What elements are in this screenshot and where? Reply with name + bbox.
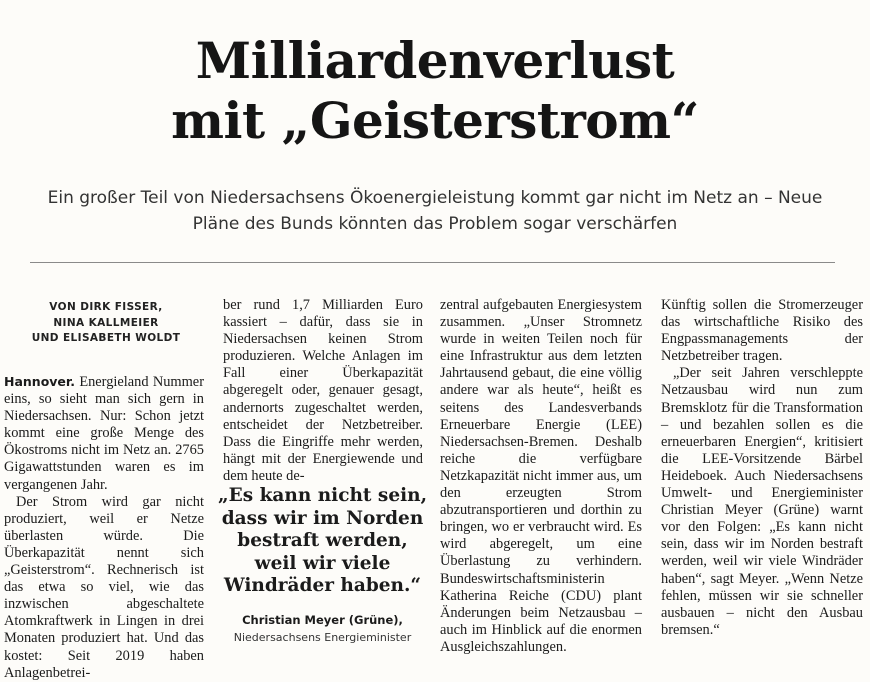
pull-quote: „Es kann nicht sein, dass wir im Norden bestraft werden, weil wir viele Windräder haben.“ <box>217 485 428 596</box>
article-paragraph <box>4 373 204 494</box>
byline-author-2: NINA KALLMEIER <box>53 316 159 329</box>
article-paragraph: Künftig sollen die Stromerzeuger das wirtschaftliche Risiko des Engpassmanagements der Netzbetreiber tragen. <box>661 297 863 365</box>
article-column-4 <box>661 297 863 639</box>
divider-rule <box>30 262 835 263</box>
article-paragraph: Der Strom wird gar nicht produziert, weil er Netze überlasten würde. Die Überkapazität nennt sich „Geisterstrom“. Rechnerisch ist das etwa so viel, wie das inzwischen abgeschaltete Atomkraftwerk in Lingen in drei Monaten produziert hat. Und das kostet: Seit 2019 haben Anlagenbetrei- <box>4 493 204 681</box>
article-paragraph: ber rund 1,7 Milliarden Euro kassiert – dafür, dass sie in Niedersachsen keinen Strom produzieren. Welche Anlagen im Fall einer Überkapazität abgeregelt oder, genauer gesagt, andernorts zugeschaltet werden, entscheidet der Netzbetreiber. Dass die Eingriffe mehr werden, hängt mit der Energiewende und dem heute de- <box>223 297 423 484</box>
article-column-2 <box>223 297 423 485</box>
byline <box>10 300 202 347</box>
article-paragraph: zentral aufgebauten Energiesystem zusammen. „Unser Stromnetz wurde in weiten Teilen noch für eine Infrastruktur aus dem letzten Jahrtausend gebaut, die eine völlig andere war als heute“, heißt es seitens des Landesverbands Erneuerbare Energie (LEE) Niedersachsen-Bremen. Deshalb reiche die verfügbare Netzkapazität nicht immer aus, um den erzeugten Strom abzutransportieren und dorthin zu bringen, wo er verbraucht wird. Es wird abgeregelt, um eine Überlastung zu verhindern. Bundeswirtschaftsministerin Katherina Reiche (CDU) plant Änderungen beim Netzausbau – auch im Hinblick auf die enormen Ausgleichszahlungen. <box>440 297 642 655</box>
headline-line-1: Milliardenverlust <box>195 31 675 90</box>
pull-quote-role: Niedersachsens Energieminister <box>233 631 412 644</box>
article-paragraph: „Der seit Jahren verschleppte Netzausbau wird nun zum Bremsklotz für die Transformation – und bezahlen sollen es die erneuerbaren Energien“, kritisiert die LEE-Vorsitzende Bärbel Heideboek. Auch Niedersachsens Umwelt- und Energieminister Christian Meyer (Grüne) warnt vor den Folgen: „Es kann nicht sein, dass wir im Norden bestraft werden, weil wir viele Windräder haben“, sagt Meyer. „Wenn Netze fehlen, müssen wir sie schneller ausbauen – nicht den Ausbau bremsen.“ <box>661 365 863 638</box>
article-text: Energieland Nummer eins, so sieht man sich gern in Niedersachsen. Nur: Schon jetzt kommt eine große Menge des Ökostroms nicht im Netz an. 2765 Gigawattstunden waren es im vergangenen Jahr. <box>4 374 204 493</box>
article-column-1 <box>4 373 204 682</box>
headline-line-2: mit „Geisterstrom“ <box>171 91 699 150</box>
article-column-3 <box>440 297 642 656</box>
pull-quote-speaker: Christian Meyer (Grüne), <box>242 613 403 627</box>
byline-author-1: VON DIRK FISSER, <box>49 301 163 313</box>
subheadline: Ein großer Teil von Niedersachsens Ökoenergieleistung kommt gar nicht im Netz an – Neue Pläne des Bunds könnten das Problem sogar verschärfen <box>47 188 823 234</box>
dateline-place: Hannover. <box>4 374 76 389</box>
byline-author-3: UND ELISABETH WOLDT <box>31 332 181 344</box>
